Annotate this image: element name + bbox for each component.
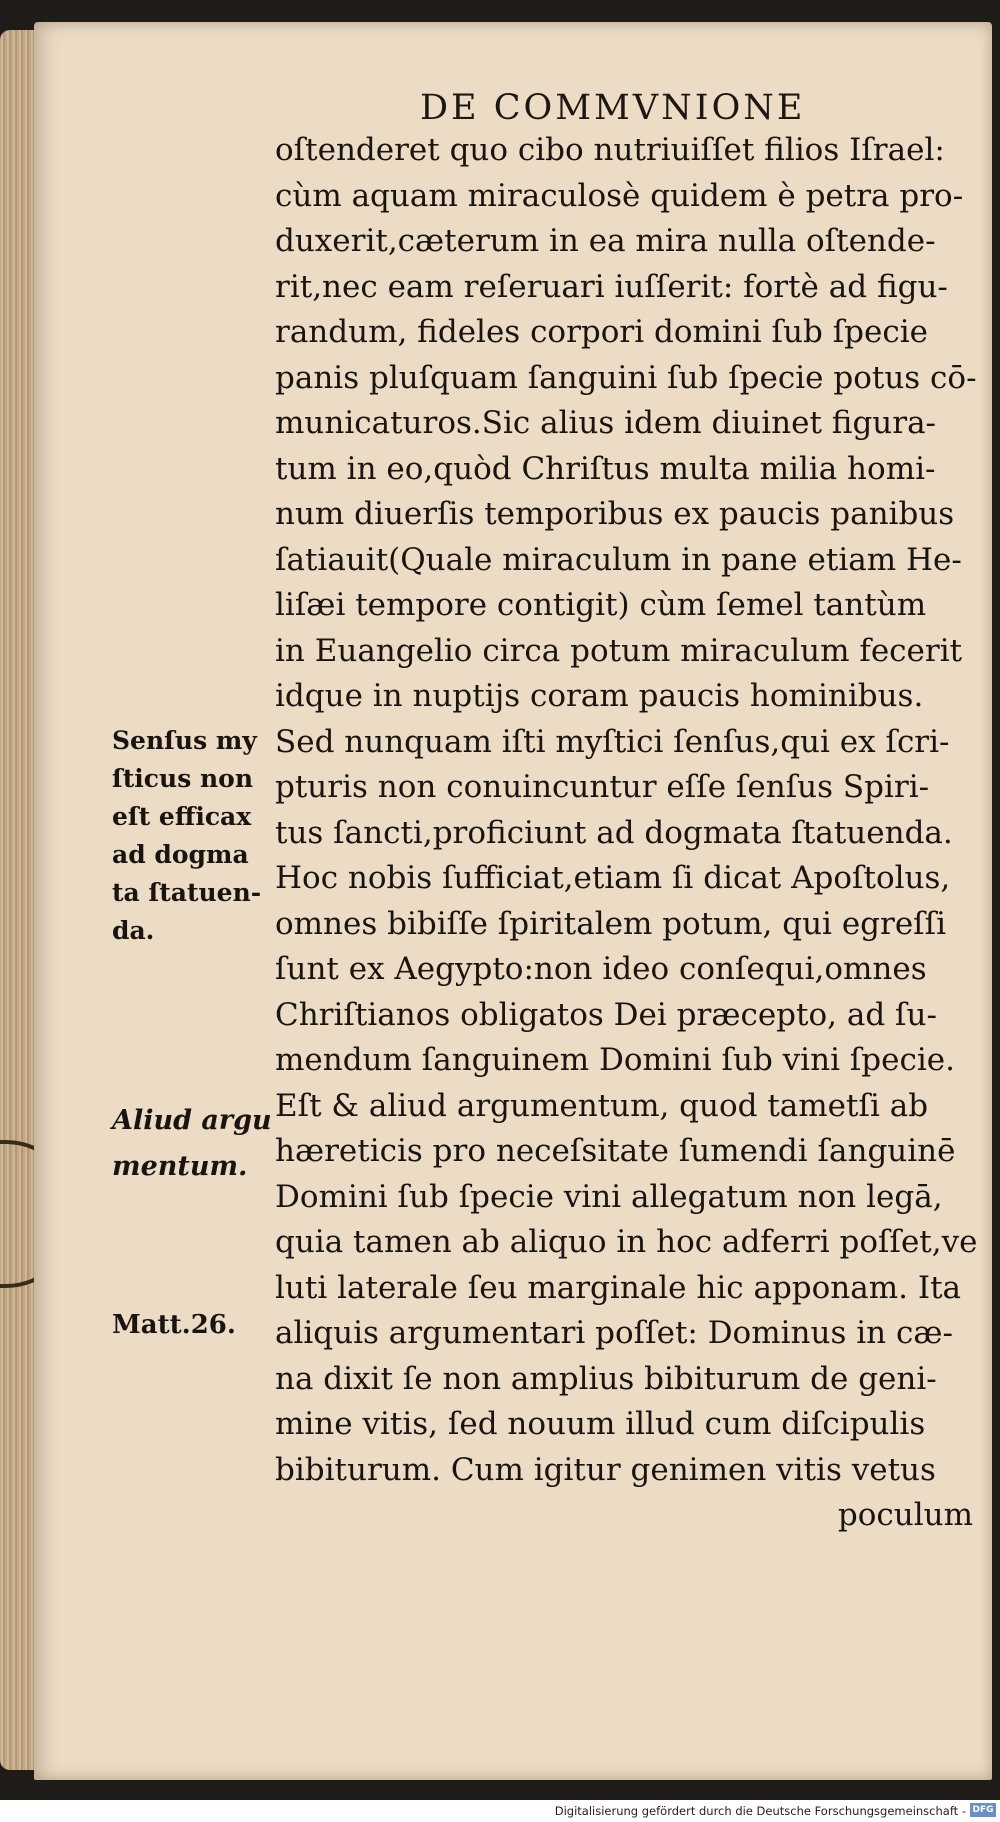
text-line: liſæi tempore contigit) cùm ſemel tantùm (275, 587, 927, 623)
running-head: DE COMMVNIONE (420, 88, 806, 128)
text-line: Domini ſub ſpecie vini allegatum non legā, (275, 1178, 943, 1215)
margin-note-aliud-argumentum (112, 1098, 277, 1190)
text-line: na dixit ſe non amplius bibiturum de geni- (275, 1360, 937, 1397)
margin-note-scripture-reference (112, 1306, 277, 1344)
margin-note-line: da. (112, 916, 155, 945)
margin-note-line: ad dogma (112, 840, 249, 869)
text-line: rit,nec eam reſeruari iuſſerit: fortè ad figu- (275, 268, 948, 305)
text-line: oſtenderet quo cibo nutriuiſſet filios Iſrael: (275, 132, 945, 168)
text-line: num diuerſis temporibus ex paucis panibus (275, 496, 955, 532)
margin-note-line: eſt efficax (112, 802, 252, 831)
text-line: panis pluſquam ſanguini ſub ſpecie potus cō- (275, 359, 977, 396)
text-line: Eſt & aliud argumentum, quod tametſi ab (275, 1087, 929, 1124)
text-line: mine vitis, ſed nouum illud cum diſcipulis (275, 1406, 926, 1442)
main-text-block (275, 128, 985, 1539)
text-line: Chriſtianos obligatos Dei præcepto, ad ſu- (275, 996, 937, 1033)
text-line: tus ſancti,proficiunt ad dogmata ſtatuenda. (275, 814, 953, 851)
margin-note-line: ſticus non (112, 764, 254, 793)
text-line: bibiturum. Cum igitur genimen vitis vetus (275, 1451, 936, 1488)
text-line: duxerit,cæterum in ea mira nulla oſtende- (275, 223, 936, 259)
footer-credit: Digitalisierung gefördert durch die Deutsche Forschungsgemeinschaft - (554, 1804, 966, 1818)
text-line: municaturos.Sic alius idem diuinet figura- (275, 405, 937, 441)
text-line: ſatiauit(Quale miraculum in pane etiam He- (275, 541, 962, 578)
text-line: idque in nuptijs coram paucis hominibus. (275, 678, 924, 714)
text-line: in Euangelio circa potum miraculum fecerit (275, 632, 963, 669)
margin-note-mystical-sense (112, 722, 277, 950)
text-line: quia tamen ab aliquo in hoc adferri poſſet,ve (275, 1224, 978, 1260)
text-line: luti laterale ſeu marginale hic apponam. Ita (275, 1269, 962, 1306)
text-line: cùm aquam miraculosè quidem è petra pro- (275, 177, 964, 214)
catchword: poculum (837, 1497, 973, 1533)
text-line: randum, fideles corpori domini ſub ſpecie (275, 314, 928, 350)
text-line: Sed nunquam iſti myſtici ſenſus,qui ex ſcri- (275, 723, 950, 760)
book-page-edges (0, 30, 36, 1770)
text-line: aliquis argumentari poſſet: Dominus in cæ- (275, 1315, 953, 1351)
margin-note-line: Aliud argu (112, 1105, 272, 1136)
text-line: pturis non conuincuntur eſſe ſenſus Spiri- (275, 769, 930, 805)
text-line: mendum ſanguinem Domini ſub vini ſpecie. (275, 1042, 955, 1078)
text-line: ſunt ex Aegypto:non ideo conſequi,omnes (275, 951, 927, 987)
text-line: Hoc nobis ſufficiat,etiam ſi dicat Apoſtolus, (275, 860, 951, 896)
margin-note-line: Matt.26. (112, 1310, 236, 1340)
text-line: hæreticis pro neceſsitate ſumendi ſanguinē (275, 1133, 956, 1169)
dfg-logo-icon: DFG (970, 1803, 996, 1817)
text-line: omnes bibiſſe ſpiritalem potum, qui egreſſi (275, 905, 947, 942)
margin-note-line: ta ſtatuen- (112, 878, 262, 907)
text-line: tum in eo,quòd Chriſtus multa milia homi- (275, 450, 936, 487)
margin-note-line: mentum. (112, 1151, 248, 1182)
margin-note-line: Senſus my (112, 726, 257, 755)
